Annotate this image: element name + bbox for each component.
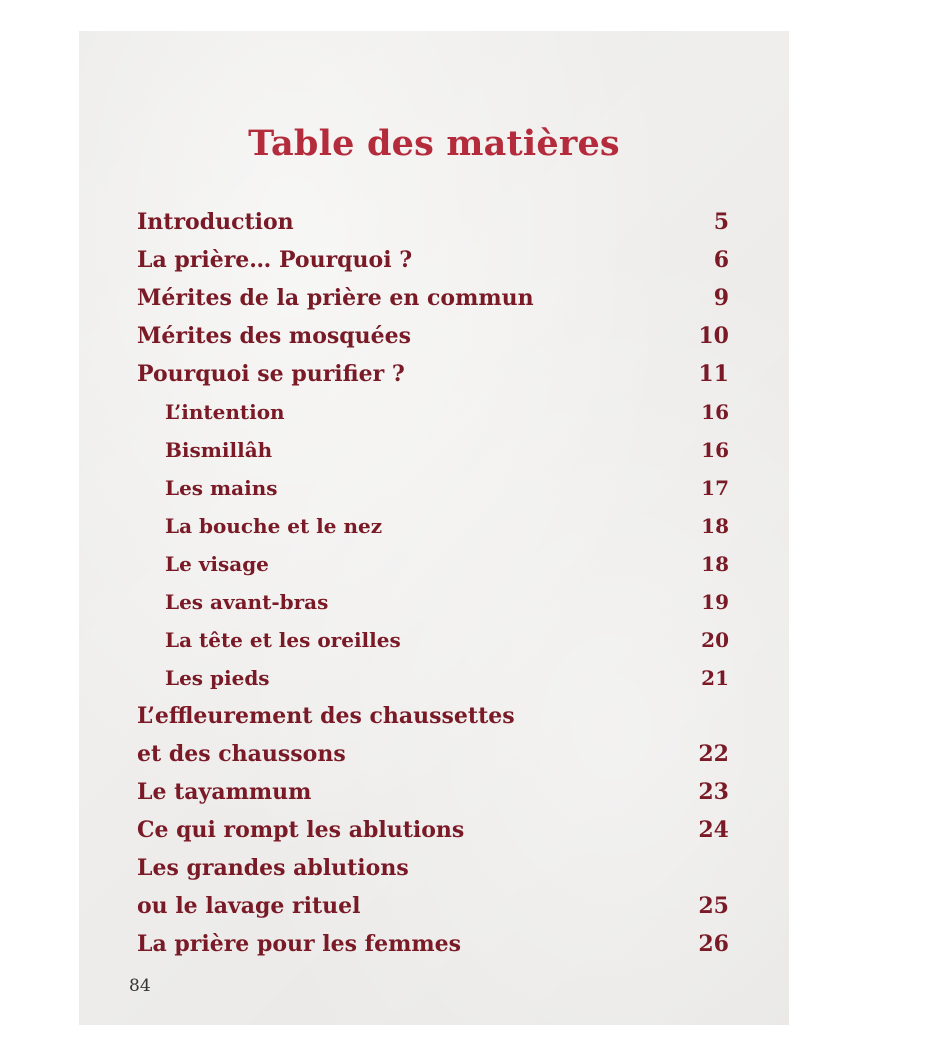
toc-entry-label: La prière… Pourquoi ?: [137, 247, 413, 273]
toc-entry: [137, 735, 729, 773]
toc-entry-page: 19: [701, 590, 729, 614]
toc-entry-label: et des chaussons: [137, 741, 346, 767]
toc-entry-page: 23: [698, 779, 729, 805]
toc-entry-label: Les mains: [165, 476, 278, 500]
toc-entry-page: 17: [701, 476, 729, 500]
toc-entry: [137, 317, 729, 355]
book-page: [79, 31, 789, 1025]
page-title: Table des matières: [248, 123, 620, 164]
toc-entry-page: 6: [713, 247, 729, 273]
toc-entry-page: 18: [701, 552, 729, 576]
toc-entry: [137, 697, 729, 735]
toc-entry-page: 9: [713, 285, 729, 311]
toc-entry-label: Les grandes ablutions: [137, 855, 409, 881]
toc-entry-page: 22: [698, 741, 729, 767]
toc-entry-label: Pourquoi se purifier ?: [137, 361, 405, 387]
toc-entry-label: La tête et les oreilles: [165, 628, 401, 652]
toc-entry-page: 16: [701, 400, 729, 424]
toc-entry: [137, 431, 729, 469]
toc-entry: [137, 887, 729, 925]
toc-entry-page: 25: [698, 893, 729, 919]
toc-entry-page: 18: [701, 514, 729, 538]
toc-entry-page: 5: [713, 209, 729, 235]
toc-entry-page: 24: [698, 817, 729, 843]
toc-entry-label: L’intention: [165, 400, 285, 424]
toc-entry: [137, 279, 729, 317]
toc-entry-label: La bouche et le nez: [165, 514, 383, 538]
toc-entry-page: 21: [701, 666, 729, 690]
toc-entry-label: Les pieds: [165, 666, 270, 690]
toc-entry-label: Mérites de la prière en commun: [137, 285, 534, 311]
toc-entry: [137, 621, 729, 659]
toc-entry-page: 11: [698, 361, 729, 387]
toc-entry: [137, 583, 729, 621]
toc-entry: [137, 203, 729, 241]
toc-entry: [137, 469, 729, 507]
toc-entry-label: Mérites des mosquées: [137, 323, 412, 349]
toc-entry-label: Bismillâh: [165, 438, 273, 462]
toc-entry-label: Les avant-bras: [165, 590, 329, 614]
toc-entry: [137, 773, 729, 811]
toc-entry: [137, 393, 729, 431]
toc-entry: [137, 811, 729, 849]
toc-entry-page: 26: [698, 931, 729, 957]
toc-entry-page: 20: [701, 628, 729, 652]
toc-entry-page: 10: [698, 323, 729, 349]
toc-entry-label: Le tayammum: [137, 779, 312, 805]
toc-entry-label: Introduction: [137, 209, 294, 235]
toc-entry-page: 16: [701, 438, 729, 462]
toc-entry: [137, 925, 729, 963]
toc-entry-label: Ce qui rompt les ablutions: [137, 817, 465, 843]
toc-entry-label: ou le lavage rituel: [137, 893, 361, 919]
toc-entry: [137, 355, 729, 393]
toc-entry: [137, 659, 729, 697]
toc-entry: [137, 507, 729, 545]
toc-entry-label: Le visage: [165, 552, 269, 576]
toc-entry: [137, 545, 729, 583]
toc-entry-label: La prière pour les femmes: [137, 931, 462, 957]
toc-entry: [137, 849, 729, 887]
toc-entry-label: L’effleurement des chaussettes: [137, 703, 515, 729]
table-of-contents: [137, 203, 729, 963]
toc-entry: [137, 241, 729, 279]
page-number: 84: [129, 976, 151, 996]
